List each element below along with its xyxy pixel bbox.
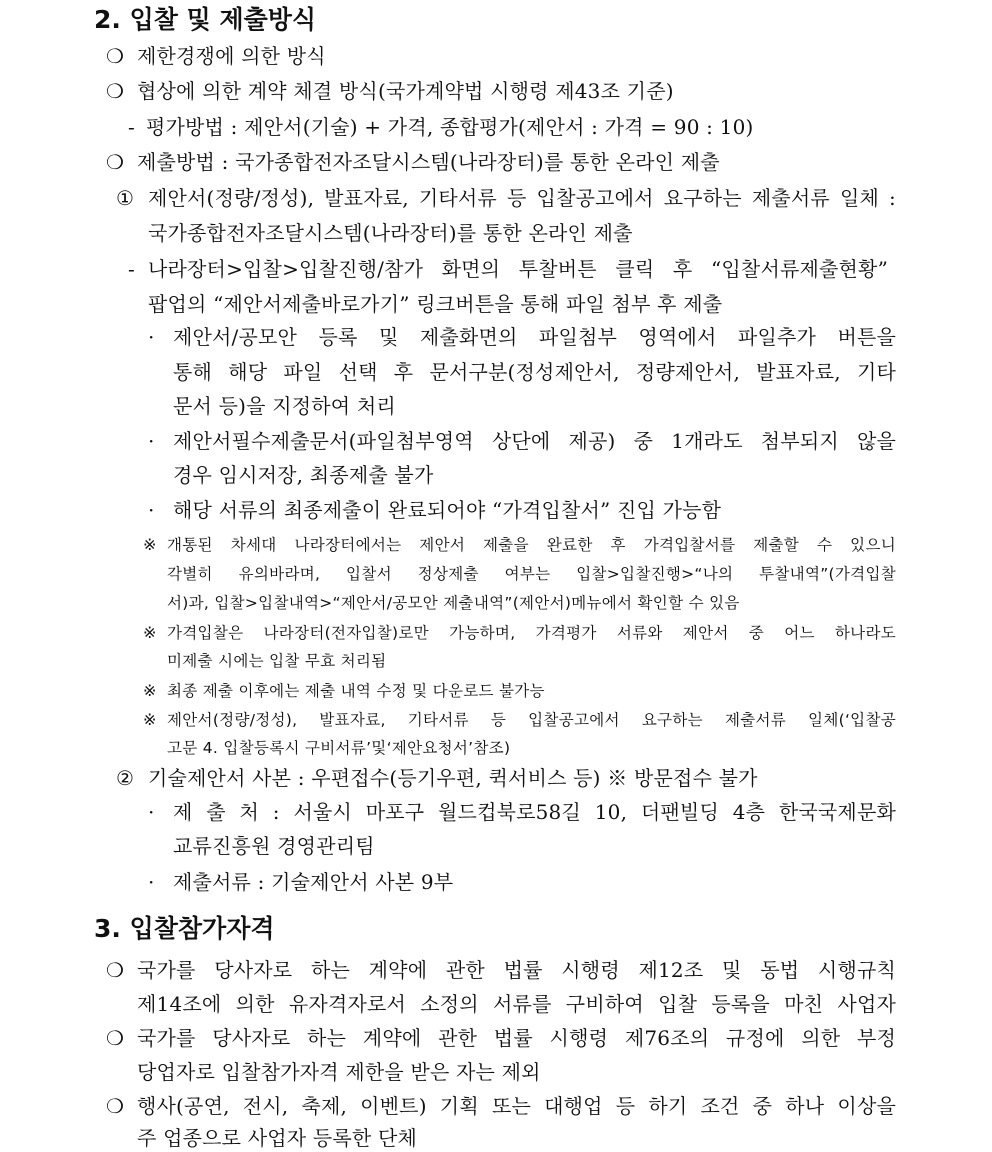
dot-2-line-1: 제안서필수제출문서(파일첨부영역 상단에 제공) 중 1개라도 첨부되지 않을: [173, 429, 896, 453]
dot-1-line-3: 문서 등)을 지정하여 처리: [173, 394, 396, 418]
qualification-1-line-1: 국가를 당사자로 하는 계약에 관한 법률 시행령 제12조 및 동법 시행규칙: [137, 958, 896, 982]
item-1-dash-line-2: 팝업의 “제안서제출바로가기” 링크버튼을 통해 파일 첨부 후 제출: [148, 292, 723, 316]
note-mark: ※: [143, 681, 157, 700]
section-2-title: 2. 입찰 및 제출방식: [94, 5, 317, 34]
qualification-3-line-1: 행사(공연, 전시, 축제, 이벤트) 기획 또는 대행업 등 하기 조건 중 하나 이상을: [137, 1094, 896, 1118]
dot-3: 해당 서류의 최종제출이 완료되어야 “가격입찰서” 진입 가능함: [173, 498, 722, 522]
dot-marker: ·: [148, 870, 155, 894]
circle-bullet-icon: ❍: [106, 958, 124, 982]
bullet-competition: 제한경쟁에 의한 방식: [137, 44, 326, 68]
dot-2-line-2: 경우 임시저장, 최종제출 불가: [173, 463, 434, 487]
qualification-3-line-2: 주 업종으로 사업자 등록한 단체: [137, 1126, 417, 1150]
qualification-1-line-2: 제14조에 의한 유자격자로서 소정의 서류를 구비하여 입찰 등록을 마친 사업자: [137, 992, 896, 1016]
circle-bullet-icon: ❍: [106, 79, 124, 103]
dash-marker: -: [128, 115, 135, 139]
note-mark: ※: [143, 535, 157, 554]
note-2-line-2: 미제출 시에는 입찰 무효 처리됨: [167, 652, 387, 670]
circled-number-2: ②: [116, 766, 134, 790]
note-4-line-2: 고문 4. 입찰등록시 구비서류’및‘제안요청서’참조): [167, 739, 511, 757]
dot-1-line-2: 통해 해당 파일 선택 후 문서구분(정성제안서, 정량제안서, 발표자료, 기타: [173, 360, 896, 384]
note-3: 최종 제출 이후에는 제출 내역 수정 및 다운로드 불가능: [167, 682, 545, 700]
qualification-2-line-1: 국가를 당사자로 하는 계약에 관한 법률 시행령 제76조의 규정에 의한 부정: [137, 1026, 896, 1050]
submit-documents: 제출서류 : 기술제안서 사본 9부: [173, 870, 454, 894]
evaluation-method: 평가방법 : 제안서(기술) + 가격, 종합평가(제안서 : 가격 = 90 : 10): [146, 115, 754, 139]
dot-marker: ·: [148, 800, 155, 824]
item-2: 기술제안서 사본 : 우편접수(등기우편, 퀵서비스 등) ※ 방문접수 불가: [148, 766, 758, 790]
qualification-2-line-2: 당업자로 입찰참가자격 제한을 받은 자는 제외: [137, 1060, 541, 1084]
dash-marker: -: [128, 257, 135, 281]
circle-bullet-icon: ❍: [106, 150, 124, 174]
bullet-negotiation: 협상에 의한 계약 체결 방식(국가계약법 시행령 제43조 기준): [137, 79, 674, 103]
note-1-line-3: 서)과, 입찰>입찰내역>“제안서/공모안 제출내역”(제안서)메뉴에서 확인할 수 있음: [167, 594, 740, 612]
circle-bullet-icon: ❍: [106, 1026, 124, 1050]
note-mark: ※: [143, 623, 157, 642]
dot-1-line-1: 제안서/공모안 등록 및 제출화면의 파일첨부 영역에서 파일추가 버튼을: [173, 325, 896, 349]
section-3-title: 3. 입찰참가자격: [94, 914, 275, 943]
note-1-line-1: 개통된 차세대 나라장터에서는 제안서 제출을 완료한 후 가격입찰서를 제출할 수 있으니: [167, 536, 896, 554]
dot-marker: ·: [148, 498, 155, 522]
bullet-submission-method: 제출방법 : 국가종합전자조달시스템(나라장터)를 통한 온라인 제출: [137, 150, 720, 174]
item-1-line-1: 제안서(정량/정성), 발표자료, 기타서류 등 입찰공고에서 요구하는 제출서류 일체 :: [148, 186, 896, 210]
note-mark: ※: [143, 710, 157, 729]
circle-bullet-icon: ❍: [106, 44, 124, 68]
submit-place-line-1: 제 출 처 : 서울시 마포구 월드컵북로58길 10, 더팬빌딩 4층 한국국제문화: [173, 800, 896, 824]
dot-marker: ·: [148, 325, 155, 349]
note-4-line-1: 제안서(정량/정성), 발표자료, 기타서류 등 입찰공고에서 요구하는 제출서류 일체(‘입찰공: [167, 711, 896, 729]
note-2-line-1: 가격입찰은 나라장터(전자입찰)로만 가능하며, 가격평가 서류와 제안서 중 어느 하나라도: [167, 624, 896, 642]
circled-number-1: ①: [116, 186, 134, 210]
circle-bullet-icon: ❍: [106, 1094, 124, 1118]
item-1-line-2: 국가종합전자조달시스템(나라장터)를 통한 온라인 제출: [148, 221, 633, 245]
submit-place-line-2: 교류진흥원 경영관리팀: [173, 834, 375, 858]
item-1-dash-line-1: 나라장터>입찰>입찰진행/참가 화면의 투찰버튼 클릭 후 “입찰서류제출현황”: [148, 257, 888, 281]
dot-marker: ·: [148, 429, 155, 453]
note-1-line-2: 각별히 유의바라며, 입찰서 정상제출 여부는 입찰>입찰진행>“나의 투찰내역”(가격입찰: [167, 565, 896, 583]
